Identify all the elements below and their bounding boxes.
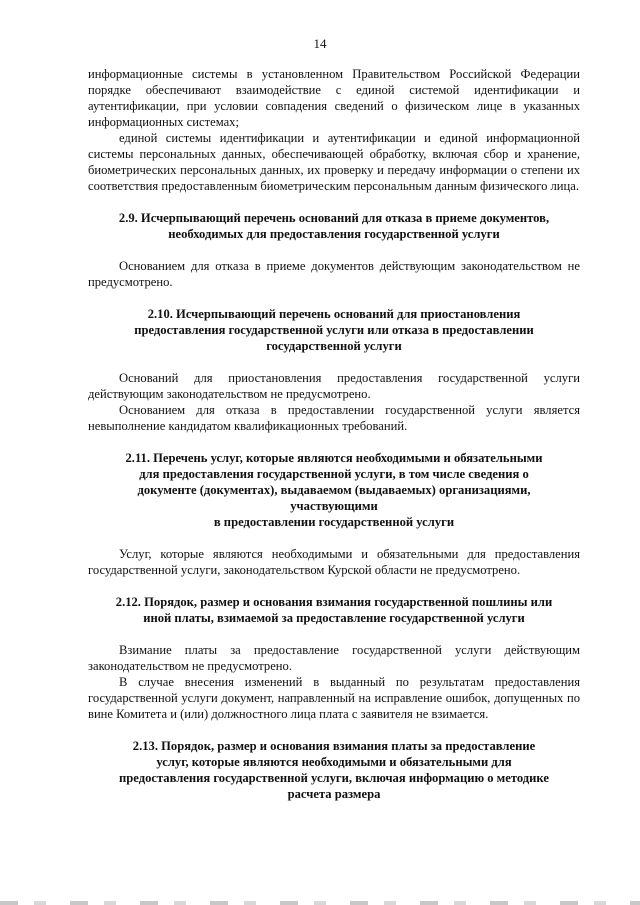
document-body — [88, 66, 580, 802]
paragraph: Основанием для отказа в приеме документов действующим законодательством не предусмотрено. — [88, 259, 580, 289]
section-heading-2-13 — [88, 738, 580, 802]
paragraph: Взимание платы за предоставление государственной услуги действующим законодательством не предусмотрено. — [88, 643, 580, 673]
heading-line: государственной услуги — [266, 339, 402, 353]
heading-line: предоставления государственной услуги, включая информацию о методике — [119, 771, 549, 785]
page-number: 14 — [313, 36, 327, 51]
paragraph: В случае внесения изменений в выданный по результатам предоставления государственной услуги документ, направленный на исправление ошибок, допущенных по вине Комитета и (или) должностного лица плата с заявителя не взимается. — [88, 675, 580, 721]
section-heading-2-9 — [88, 210, 580, 242]
section-heading-2-12 — [88, 594, 580, 626]
heading-line: 2.9. Исчерпывающий перечень оснований для отказа в приеме документов, — [118, 211, 550, 225]
paragraph: Оснований для приостановления предоставления государственной услуги действующим законодательством не предусмотрено. — [88, 371, 580, 401]
heading-line: 2.11. Перечень услуг, которые являются необходимыми и обязательными — [125, 451, 543, 465]
heading-line: для предоставления государственной услуги, в том числе сведения о — [139, 467, 529, 481]
section-heading-2-11 — [88, 450, 580, 530]
paragraph: Основанием для отказа в предоставлении государственной услуги является невыполнение кандидатом квалификационных требований. — [88, 403, 580, 433]
paragraph: единой системы идентификации и аутентификации и единой информационной системы персональных данных, обеспечивающей обработку, включая сбор и хранение, биометрических персональных данных, их проверку и передачу информации о степени их соответствия предоставленным биометрическим персональным данным физического лица. — [88, 131, 580, 193]
heading-line: участвующими — [290, 499, 378, 513]
heading-line: необходимых для предоставления государственной услуги — [168, 227, 500, 241]
heading-line: документе (документах), выдаваемом (выдаваемых) организациями, — [137, 483, 531, 497]
heading-line: услуг, которые являются необходимыми и обязательными для — [156, 755, 512, 769]
heading-line: иной платы, взимаемой за предоставление государственной услуги — [143, 611, 525, 625]
heading-line: расчета размера — [287, 787, 381, 801]
scan-edge-artifact — [0, 901, 640, 905]
section-heading-2-10 — [88, 306, 580, 354]
heading-line: предоставления государственной услуги или отказа в предоставлении — [134, 323, 534, 337]
heading-line: 2.12. Порядок, размер и основания взимания государственной пошлины или — [115, 595, 553, 609]
heading-line: 2.10. Исчерпывающий перечень оснований для приостановления — [147, 307, 521, 321]
paragraph: информационные системы в установленном Правительством Российской Федерации порядке обеспечивают взаимодействие с единой системой идентификации и аутентификации, при условии совпадения сведений о физическом лице в указанных информационных системах; — [88, 67, 580, 129]
paragraph: Услуг, которые являются необходимыми и обязательными для предоставления государственной услуги, законодательством Курской области не предусмотрено. — [88, 547, 580, 577]
heading-line: в предоставлении государственной услуги — [213, 515, 455, 529]
heading-line: 2.13. Порядок, размер и основания взимания платы за предоставление — [132, 739, 536, 753]
